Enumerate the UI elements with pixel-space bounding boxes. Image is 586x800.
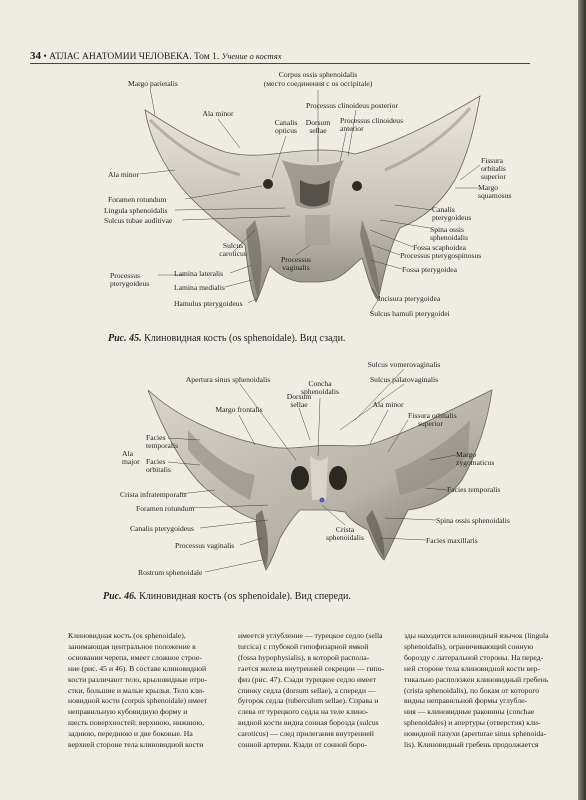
figure46-label: major [122,457,140,466]
figure45-label: Margo parietalis [128,79,178,88]
figure-46-caption-number: Рис. 46. [103,591,137,602]
figure46-label: Crista [335,525,355,534]
text-line: спинку седла (dorsum sellae), а спереди — [238,685,376,695]
figure46-label: Rostrum sphenoidale [138,568,203,577]
figure45-label: vaginalis [282,263,310,272]
figure46-label: sphenoidalis [326,533,364,542]
figure45-label: opticus [275,126,297,135]
figure45-label: pterygoideus [432,213,472,222]
header-title: • АТЛАС АНАТОМИИ ЧЕЛОВЕКА. Том 1. [43,52,220,62]
figure46-label: Spina ossis sphenoidalis [436,516,510,525]
text-line: turcica) с глубокой гипофизарной ямкой [238,641,369,651]
text-line: ние (рис. 45 и 46). В составе клиновидной [68,663,207,673]
text-line: гается железа внутренней секреции — гипо- [238,663,385,673]
text-line: имеется углубление — турецкое седло (sella [238,631,383,640]
figure45-leader-line [150,88,155,115]
figure46-leader-line [370,410,388,444]
figure45-label: superior [481,172,506,181]
figure45-label: Dorsum [305,118,331,127]
text-line: основании черепа, имеет сложное строе- [68,652,202,662]
figure45-label: Lamina lateralis [174,269,224,278]
figure-45-caption [108,333,345,344]
figure46-label: temporalis [146,441,179,450]
figure46-label: Foramen rotundum [136,504,195,513]
figure45-label: sellae [309,126,327,135]
text-line: заднюю, переднюю и две боковые. На [68,729,193,739]
running-header [30,50,500,62]
figure45-label: Ala minor [108,170,140,179]
figure45-label: Processus clinoideus [340,116,404,125]
figure45-label: Lingula sphenoidalis [104,206,168,215]
figure-45-caption-text: Клиновидная кость (os sphenoidale). Вид сзади. [144,333,346,344]
figure-46-illustration [0,360,578,590]
text-line: верхней стороне тела клиновидной кости [68,740,204,750]
figure45-label: Processus clinoideus posterior [306,101,398,110]
text-line: sphenoidalis), ограничивающий сонную [404,641,534,651]
figure45-label: Canalis [274,118,298,127]
text-line: слева от турецкого седла на теле клино- [238,707,369,717]
figure45-label: Processus pterygospinosus [400,251,482,260]
text-line: новидной пазухи (aperturae sinus sphenoida- [404,729,547,739]
text-line: физ (рис. 47). Сзади турецкое седло имеет [238,674,377,684]
figure46-label: Margo frontalis [215,405,263,414]
figure45-label: Processus [110,271,140,280]
figure46-label: Crista infratemporalis [120,490,187,499]
text-line: занимающая центральное положение в [68,641,196,651]
text-line: Клиновидная кость (os sphenoidale), [68,631,186,640]
text-line: неправильную кубовидную форму и [68,707,188,717]
figure45-label: sphenoidalis [430,233,468,242]
text-line: зды находится клиновидный язычок (lingula [404,631,549,640]
figure46-label: zygomaticus [456,458,495,467]
text-line: видны неправильной формы углубле- [404,696,528,706]
figure45-label: Ala minor [202,109,234,118]
body-text-column-1 [68,631,224,751]
figure-45-caption-number: Рис. 45. [108,333,142,344]
figure46-label: Ala minor [372,400,404,409]
header-rule [30,63,530,64]
figure45-leader-line [218,119,240,148]
figure46-label: Facies temporalis [447,485,501,494]
figure45-label: (место соединения с os occipitale) [263,79,373,88]
figure46-label: Margo [456,450,477,459]
text-line: lis). Клиновидный гребень продолжается [404,740,539,750]
text-line: тикально расположен клиновидный гребень [404,674,549,684]
header-subtitle: Учение о костях [221,51,282,61]
page-number: 34 [30,50,41,62]
figure46-label: superior [418,419,443,428]
figure45-leader-line [460,165,480,180]
figure46-label: Facies [146,457,166,466]
figure45-label: Fossa pterygoidea [402,265,458,274]
body-text-column-2 [238,631,390,751]
figure46-label: Canalis pterygoideus [130,524,194,533]
figure45-label: orbitalis [481,164,506,173]
figure45-leader-line [225,280,252,287]
book-spine-edge [578,0,586,800]
text-line: шесть поверхностей: верхнюю, нижнюю, [68,718,205,728]
figure45-label: pterygoideus [110,279,150,288]
text-line: бугорок седла (tuberculum sellae). Справа и [238,696,379,706]
figure-46-caption [103,591,351,602]
figure45-label: Fossa scaphoidea [413,243,466,252]
figure46-label: Sulcus vomerovaginalis [367,360,441,369]
figure46-label: orbitalis [146,465,171,474]
figure45-label: Hamulus pterygoideus [174,299,243,308]
text-line: стки, большие и малые крылья. Тело кли- [68,685,205,695]
figure46-leader-line [205,560,262,572]
figure46-label: Processus vaginalis [175,541,235,550]
figure46-label: Fissura orbitalis [408,411,457,420]
figure46-label: Concha [308,379,332,388]
figure45-label: Incisura pterygoidea [378,294,441,303]
figure45-label: Spina ossis [430,225,464,234]
figure45-label: caroticus [219,249,247,258]
figure46-label: sphenoidalis [301,387,339,396]
figure45-label: Sulcus tubae auditivae [104,216,173,225]
figure46-label: Dorsum [286,392,312,401]
figure46-label: sellae [290,400,308,409]
figure45-label: Sulcus [222,241,244,250]
figure-45-illustration [0,70,578,330]
text-line: (fossa hypophysialis), в которой распола- [238,652,370,662]
figure46-label: Facies maxillaris [426,536,478,545]
body-text-column-3 [404,631,556,751]
text-line: sphenoidales) и апертуры (отверстия) кли- [404,718,541,728]
text-line: caroticus) — след прилегания внутренней [238,729,374,739]
figure45-label: Margo [478,183,499,192]
figure45-label: Lamina medialis [174,283,225,292]
text-line: сонной артерии. Кзади от сонной боро- [238,740,368,750]
figure46-label: Ala [122,449,133,458]
figure45-label: squamosus [478,191,512,200]
text-line: ния — клиновидные раковины (conchae [404,707,535,717]
text-line: ней стороне тела клиновидной кости вер- [404,663,541,673]
figure46-leader-line [299,408,310,440]
text-line: новидной кости (corpus sphenoidale) имеет [68,696,208,706]
figure45-label: Canalis [432,205,455,214]
figure46-label: Facies [146,433,166,442]
figure46-label: Sulcus palatovaginalis [369,375,439,384]
text-line: (crista sphenoidalis), по бокам от которого [404,685,540,695]
figure-46-caption-text: Клиновидная кость (os sphenoidale). Вид спереди. [139,591,351,602]
figure45-label: anterior [340,124,364,133]
figure46-label: Apertura sinus sphenoidalis [185,375,271,384]
text-line: борозду с латеральной стороны. На перед- [404,652,544,662]
figure45-label: Corpus ossis sphenoidalis [278,70,358,79]
figure45-label: Fissura [481,156,503,165]
text-line: кости различают тело, крыловидные отро- [68,674,208,684]
figure45-label: Processus [281,255,311,264]
figure45-label: Sulcus hamuli pterygoidei [370,309,450,318]
figure45-label: Foramen rotundum [108,195,167,204]
text-line: видной кости видна сонная борозда (sulcus [238,718,379,728]
